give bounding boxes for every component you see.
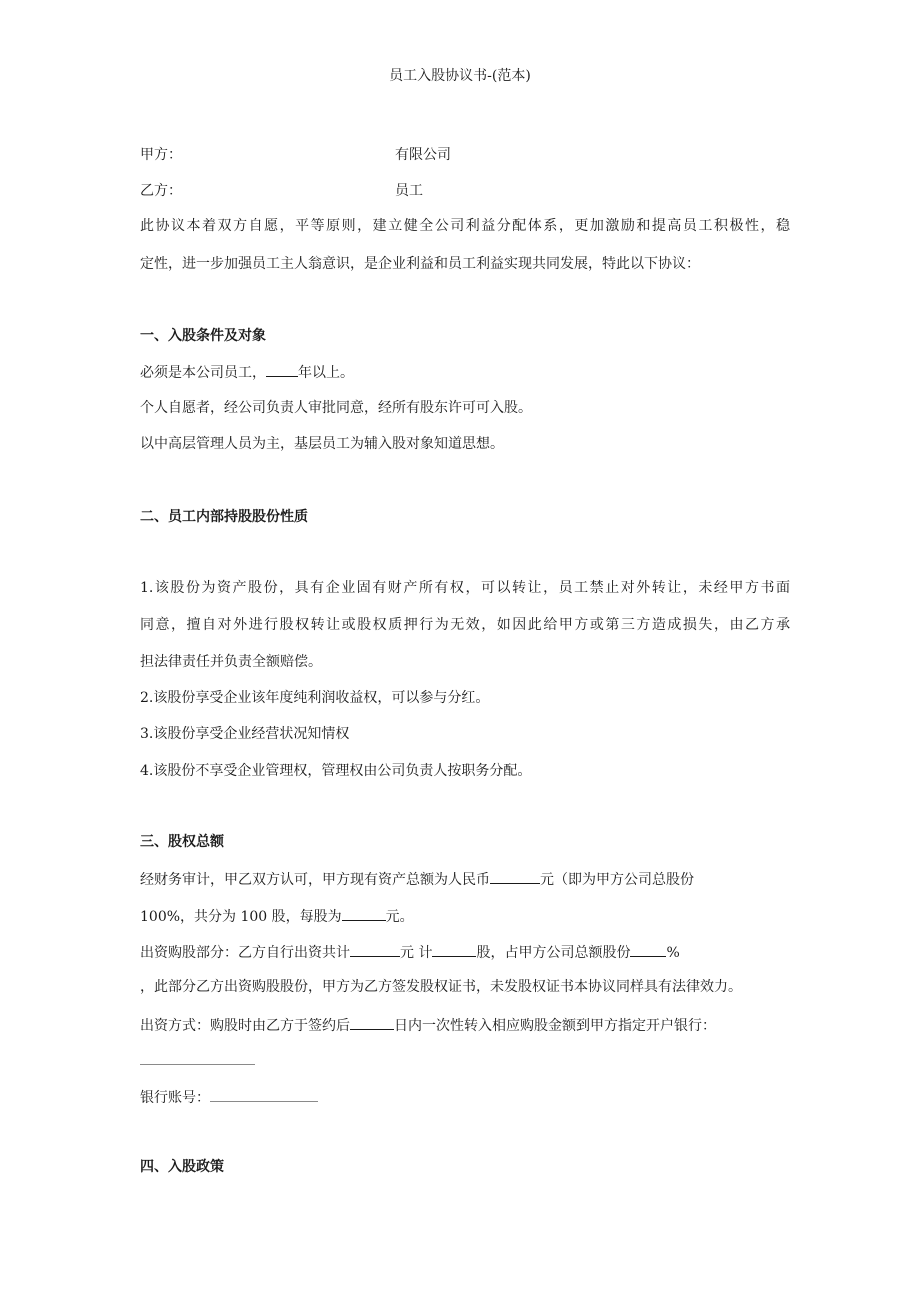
bank-account-row [140, 1086, 790, 1108]
bank-account-label: 银行账号： [140, 1090, 210, 1106]
section-2-item-3: 3.该股份享受企业经营状况知情权 [140, 726, 350, 742]
investment-amount-blank [350, 941, 400, 957]
party-b-value: 员工 [395, 183, 423, 199]
section-3-paragraph-2 [140, 905, 790, 927]
s3-p2-pre: 100%，共分为 100 股，每股为 [140, 909, 342, 925]
share-count-blank [432, 941, 476, 957]
section-3-paragraph-5 [140, 1014, 790, 1036]
share-percent-blank [630, 941, 666, 957]
intro-line-1: 此协议本着双方自愿，平等原则，建立健全公司利益分配体系，更加激励和提高员工积极性，稳 [140, 218, 790, 234]
s3-p3-a: 出资购股部分：乙方自行出资共计 [140, 945, 350, 961]
section-2-item-1-line-3: 担法律责任并负责全额赔偿。 [140, 654, 322, 670]
s1-p1-pre: 必须是本公司员工， [140, 365, 266, 381]
section-4-heading: 四、入股政策 [140, 1159, 224, 1175]
document-title: 员工入股协议书-(范本) [389, 68, 531, 84]
section-2-item-1-line-1: 1.该股份为资产股份，具有企业固有财产所有权，可以转让，员工禁止对外转让，未经甲方书面 [140, 580, 790, 596]
s3-p3-b: 元 计 [400, 945, 433, 961]
years-blank [266, 361, 298, 377]
section-2-heading: 二、员工内部持股股份性质 [140, 509, 308, 525]
section-3-paragraph-3 [140, 941, 790, 963]
bank-name-blank [140, 1064, 255, 1065]
s3-p2-post: 元。 [385, 909, 414, 925]
s3-p5-post: 日内一次性转入相应购股金额到甲方指定开户银行： [394, 1018, 716, 1034]
s3-p1-post: 元（即为甲方公司总股份 [540, 872, 694, 888]
total-assets-blank [490, 868, 540, 884]
section-2-item-4: 4.该股份不享受企业管理权，管理权由公司负责人按职务分配。 [140, 763, 532, 779]
section-1-heading: 一、入股条件及对象 [140, 328, 266, 344]
party-a-value: 有限公司 [395, 147, 451, 163]
intro-line-2: 定性，进一步加强员工主人翁意识，是企业利益和员工利益实现共同发展，特此以下协议： [140, 256, 700, 272]
party-b-label: 乙方： [140, 183, 182, 199]
section-3-heading: 三、股权总额 [140, 834, 224, 850]
s1-p1-post: 年以上。 [298, 365, 354, 381]
bank-account-blank [210, 1086, 318, 1102]
s3-p5-pre: 出资方式：购股时由乙方于签约后 [140, 1018, 350, 1034]
s3-p3-d: % [666, 945, 680, 961]
section-1-paragraph-2: 个人自愿者，经公司负责人审批同意，经所有股东许可可入股。 [140, 400, 532, 416]
section-3-paragraph-4: ，此部分乙方出资购股股份，甲方为乙方签发股权证书，未发股权证书本协议同样具有法律效力。 [140, 979, 742, 995]
s3-p1-pre: 经财务审计，甲乙双方认可，甲方现有资产总额为人民币 [140, 872, 490, 888]
section-2-item-1-line-2: 同意，擅自对外进行股权转让或股权质押行为无效，如因此给甲方或第三方造成损失，由乙方承 [140, 617, 790, 633]
party-a-label: 甲方： [140, 147, 182, 163]
transfer-days-blank [350, 1014, 394, 1030]
section-3-paragraph-1 [140, 868, 790, 890]
section-2-item-2: 2.该股份享受企业该年度纯利润收益权，可以参与分红。 [140, 690, 490, 706]
section-1-paragraph-3: 以中高层管理人员为主，基层员工为辅入股对象知道思想。 [140, 436, 504, 452]
price-per-share-blank [342, 905, 386, 921]
section-1-paragraph-1 [140, 361, 790, 383]
s3-p3-c: 股，占甲方公司总额股份 [476, 945, 631, 961]
